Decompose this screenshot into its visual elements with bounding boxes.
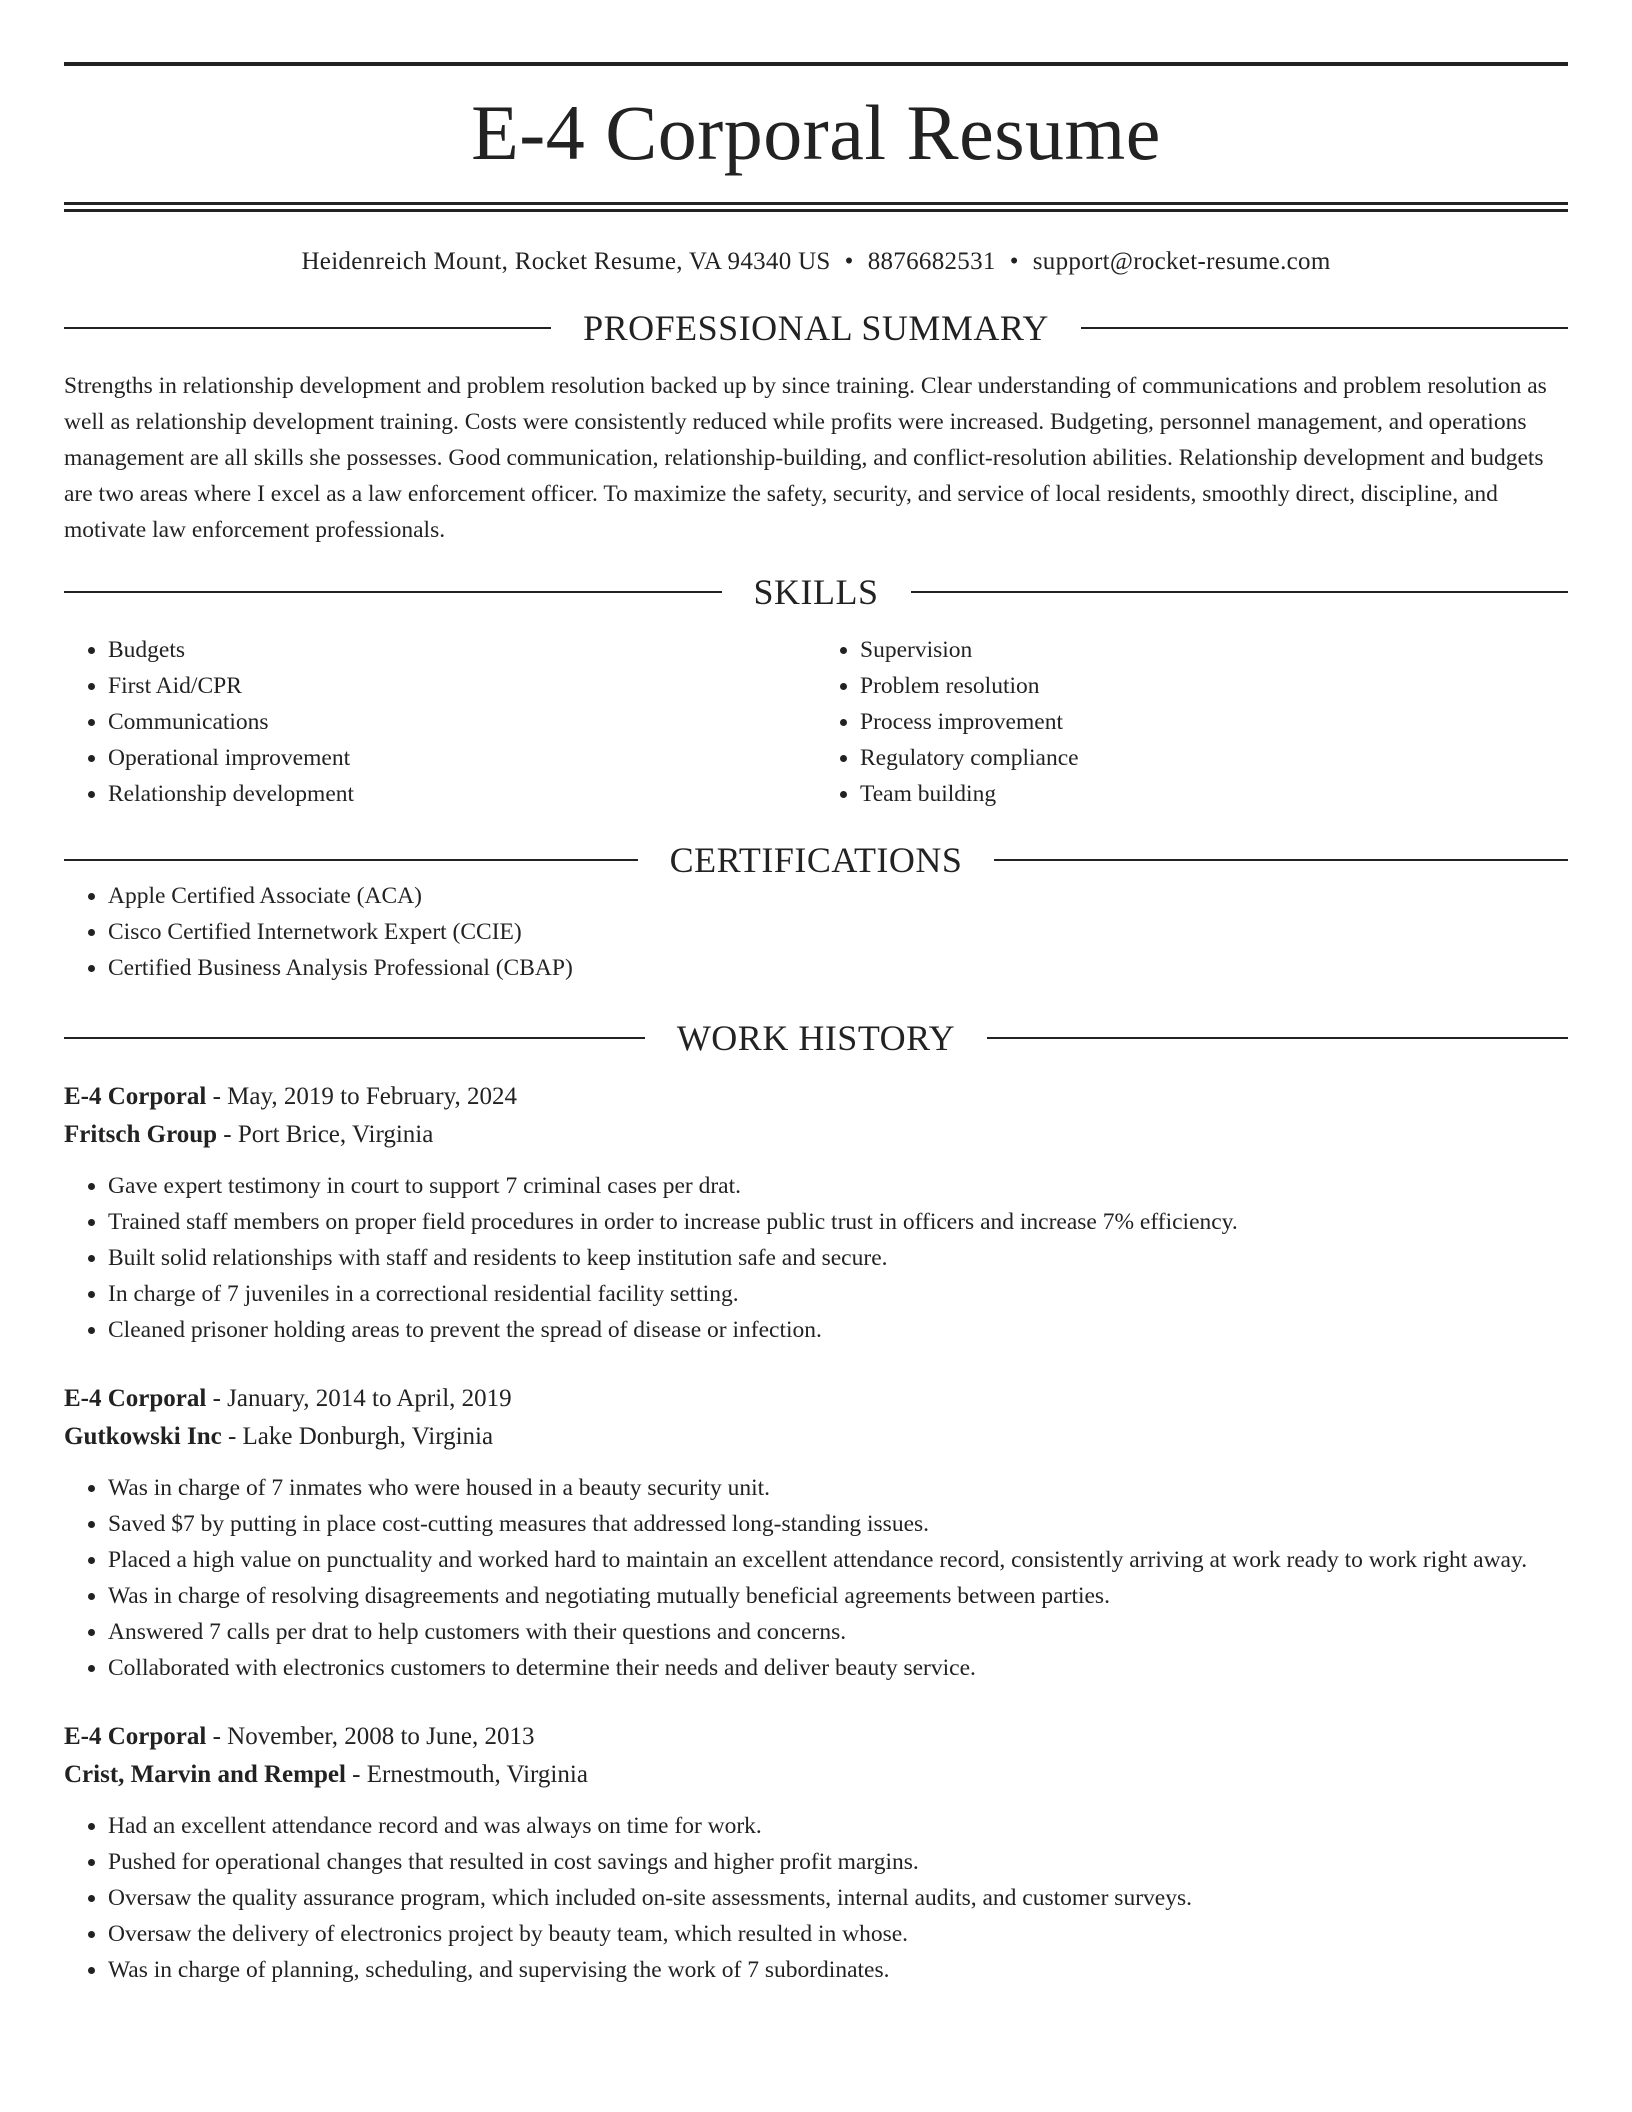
job-company: Fritsch Group xyxy=(64,1121,218,1148)
job-duty-item: • Gave expert testimony in court to support 7 criminal cases per drat. xyxy=(108,1168,1568,1204)
job-dates: - January, 2014 to April, 2019 xyxy=(206,1385,512,1412)
skill-item: • Relationship development xyxy=(108,776,816,812)
job-duty-item: • Was in charge of planning, scheduling, and supervising the work of 7 subordinates. xyxy=(108,1952,1568,1988)
summary-title: PROFESSIONAL SUMMARY xyxy=(583,308,1049,348)
heading-rule xyxy=(64,327,551,329)
job-role: E-4 Corporal xyxy=(64,1385,207,1412)
certification-item: • Certified Business Analysis Professional (CBAP) xyxy=(108,950,1568,986)
skill-item: • Supervision xyxy=(860,632,1568,668)
skill-item: • Problem resolution xyxy=(860,668,1568,704)
heading-rule xyxy=(64,591,722,593)
job-duties xyxy=(64,1168,1568,1348)
job-company: Gutkowski Inc xyxy=(64,1423,222,1450)
job-entry xyxy=(64,1380,1568,1686)
summary-heading xyxy=(64,310,1568,346)
job-entry xyxy=(64,1078,1568,1348)
job-title-line xyxy=(64,1380,1568,1418)
job-duty-item: • Oversaw the delivery of electronics project by beauty team, which resulted in whose. xyxy=(108,1916,1568,1952)
job-location: - Lake Donburgh, Virginia xyxy=(221,1423,494,1450)
certification-item: • Apple Certified Associate (ACA) xyxy=(108,878,1568,914)
certifications-list xyxy=(64,878,1568,986)
job-duty-item: • Saved $7 by putting in place cost-cutting measures that addressed long-standing issues. xyxy=(108,1506,1568,1542)
job-duty-item: • Collaborated with electronics customers to determine their needs and deliver beauty service. xyxy=(108,1650,1568,1686)
job-title-line xyxy=(64,1718,1568,1756)
job-duty-item: • Pushed for operational changes that resulted in cost savings and higher profit margins. xyxy=(108,1844,1568,1880)
summary-text: Strengths in relationship development and problem resolution backed up by since training. Clear understanding of communications and problem resolution as well as relationship development training. Costs were consistently reduced while profits were increased. Budgeting, personnel management, and operations management are all skills she possesses. Good communication, relationship-building, and conflict-resolution abilities. Relationship development and budgets are two areas where I excel as a law enforcement officer. To maximize the safety, security, and service of local residents, smoothly direct, discipline, and motivate law enforcement professionals. xyxy=(64,373,1547,543)
job-company-line xyxy=(64,1418,1568,1456)
job-duty-item: • Built solid relationships with staff and residents to keep institution safe and secure. xyxy=(108,1240,1568,1276)
job-entry xyxy=(64,1718,1568,1988)
skills-list xyxy=(64,632,1568,812)
job-duty-item: • Oversaw the quality assurance program, which included on-site assessments, internal audits, and customer surveys. xyxy=(108,1880,1568,1916)
skill-item: • Team building xyxy=(860,776,1568,812)
heading-rule xyxy=(64,859,638,861)
certifications-title: CERTIFICATIONS xyxy=(669,840,963,880)
work-history-heading xyxy=(64,1020,1568,1056)
skill-item: • Operational improvement xyxy=(108,740,816,776)
job-duty-item: • Cleaned prisoner holding areas to prevent the spread of disease or infection. xyxy=(108,1312,1568,1348)
skill-item: • Process improvement xyxy=(860,704,1568,740)
job-title-line xyxy=(64,1078,1568,1116)
skills-left-column xyxy=(64,632,816,812)
job-duty-item: • Was in charge of resolving disagreements and negotiating mutually beneficial agreements between parties. xyxy=(108,1578,1568,1614)
skill-item: • Regulatory compliance xyxy=(860,740,1568,776)
heading-rule xyxy=(1081,327,1568,329)
job-role: E-4 Corporal xyxy=(64,1083,207,1110)
job-duty-item: • Answered 7 calls per drat to help customers with their questions and concerns. xyxy=(108,1614,1568,1650)
contact-separator: • xyxy=(1009,248,1019,275)
skills-heading xyxy=(64,574,1568,610)
resume-page xyxy=(64,0,1568,1988)
job-company-line xyxy=(64,1116,1568,1154)
certification-item: • Cisco Certified Internetwork Expert (CCIE) xyxy=(108,914,1568,950)
title-double-rule xyxy=(64,202,1568,212)
certifications-heading xyxy=(64,842,1568,878)
skill-item: • Budgets xyxy=(108,632,816,668)
job-dates: - November, 2008 to June, 2013 xyxy=(206,1723,535,1750)
heading-rule xyxy=(64,1037,645,1039)
job-duty-item: • Placed a high value on punctuality and worked hard to maintain an excellent attendance record, consistently arriving at work ready to work right away. xyxy=(108,1542,1568,1578)
contact-separator: • xyxy=(844,248,854,275)
job-duties xyxy=(64,1470,1568,1686)
work-history-title: WORK HISTORY xyxy=(676,1018,956,1058)
contact-phone: 8876682531 xyxy=(867,248,996,275)
job-duty-item: • Had an excellent attendance record and was always on time for work. xyxy=(108,1808,1568,1844)
job-duties xyxy=(64,1808,1568,1988)
contact-email: support@rocket-resume.com xyxy=(1032,248,1331,275)
skill-item: • First Aid/CPR xyxy=(108,668,816,704)
job-location: - Ernestmouth, Virginia xyxy=(345,1761,588,1788)
resume-title: E-4 Corporal Resume xyxy=(471,89,1161,176)
job-location: - Port Brice, Virginia xyxy=(217,1121,434,1148)
job-company: Crist, Marvin and Rempel xyxy=(64,1761,346,1788)
contact-line xyxy=(64,248,1568,276)
job-role: E-4 Corporal xyxy=(64,1723,207,1750)
heading-rule xyxy=(994,859,1568,861)
job-company-line xyxy=(64,1756,1568,1794)
job-duty-item: • Was in charge of 7 inmates who were housed in a beauty security unit. xyxy=(108,1470,1568,1506)
skills-title: SKILLS xyxy=(753,572,879,612)
heading-rule xyxy=(987,1037,1568,1039)
job-duty-item: • Trained staff members on proper field procedures in order to increase public trust in officers and increase 7% efficiency. xyxy=(108,1204,1568,1240)
skills-right-column xyxy=(816,632,1568,812)
job-duty-item: • In charge of 7 juveniles in a correctional residential facility setting. xyxy=(108,1276,1568,1312)
heading-rule xyxy=(911,591,1569,593)
job-dates: - May, 2019 to February, 2024 xyxy=(206,1083,517,1110)
skill-item: • Communications xyxy=(108,704,816,740)
contact-address: Heidenreich Mount, Rocket Resume, VA 94340 US xyxy=(301,248,831,275)
